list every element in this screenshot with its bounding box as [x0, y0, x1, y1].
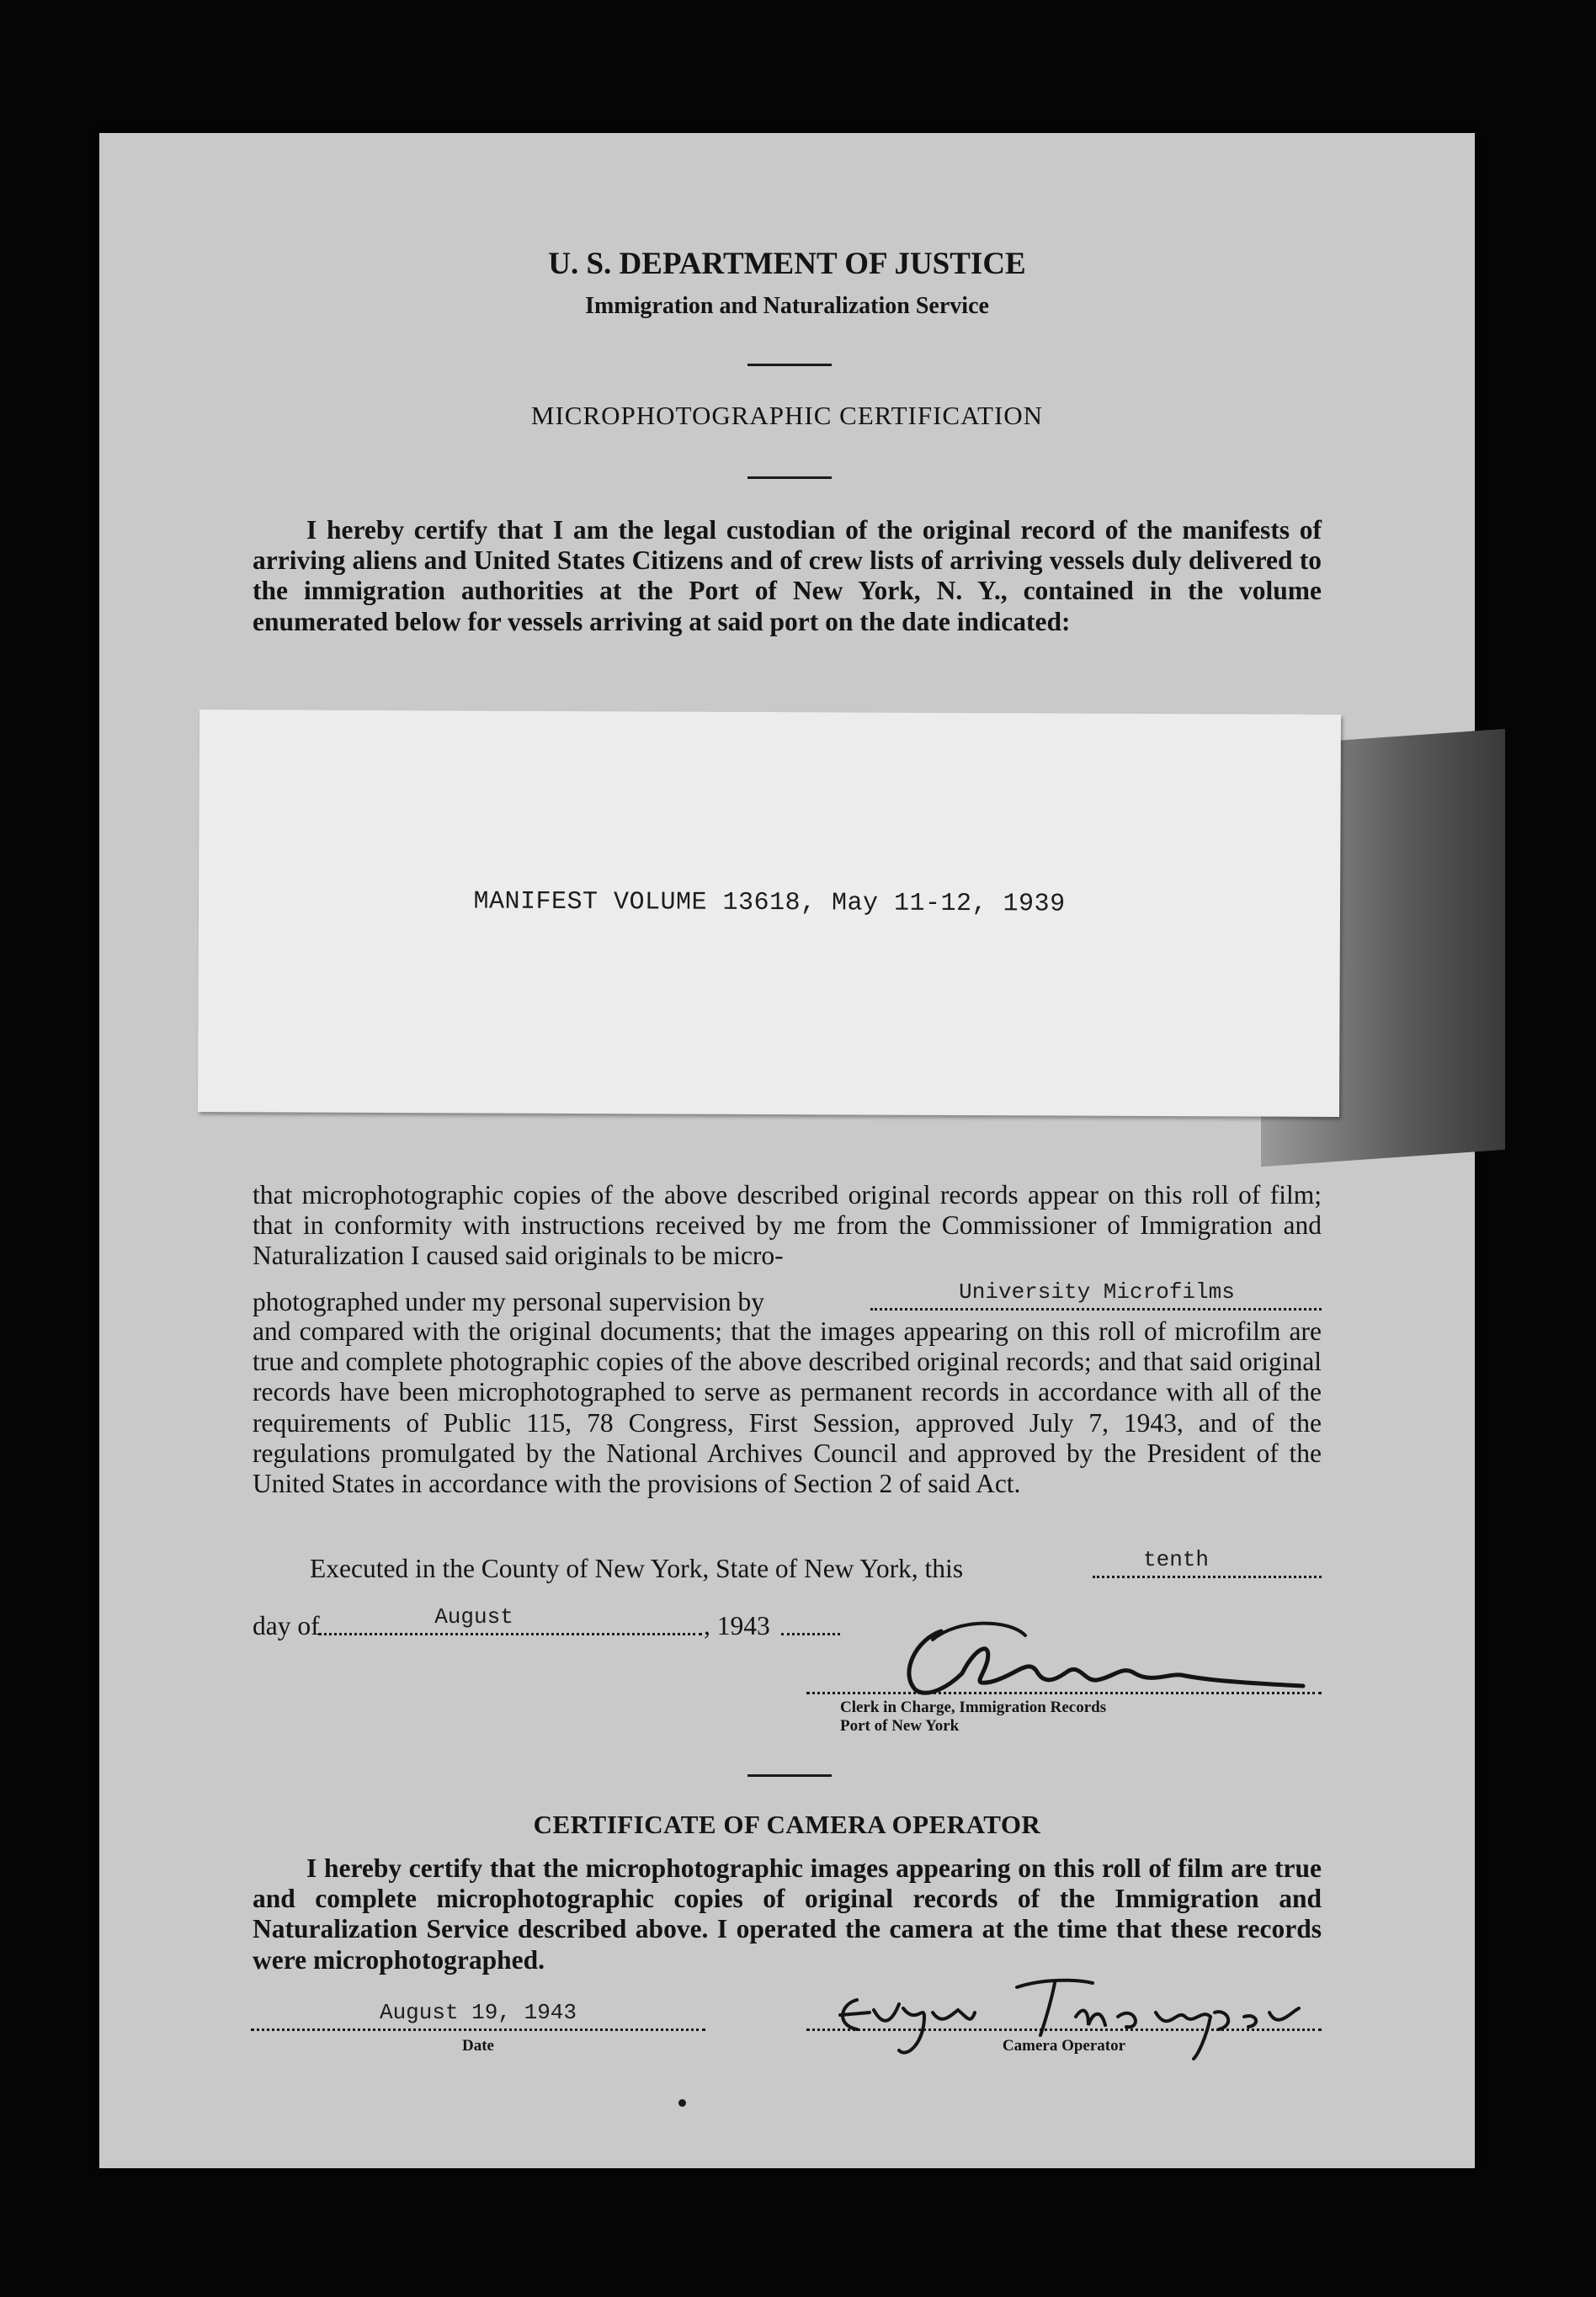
- certificate-page: [99, 133, 1475, 2168]
- divider-rule: [747, 1774, 832, 1777]
- clerk-title-line2: Port of New York: [840, 1717, 960, 1735]
- camera-certificate-paragraph: I hereby certify that the microphotographic images appearing on this roll of film are true and complete microphotographic copies of original records of the Immigration and Naturalization Service described above. I operated the camera at the time that these records were microphotographed.: [253, 1853, 1322, 1975]
- divider-rule: [747, 476, 832, 479]
- manifest-volume-slip: [198, 710, 1341, 1117]
- clerk-title-line1: Clerk in Charge, Immigration Records: [840, 1699, 1107, 1716]
- intro-paragraph: I hereby certify that I am the legal custodian of the original record of the manifests of arriving aliens and United States Citizens and of crew lists of arriving vessels duly delivered to the immigration authorities at the Port of New York, N. Y., contained in the volume enumerated below for vessels arriving at said port on the date indicated:: [253, 515, 1322, 636]
- date-label: Date: [462, 2037, 494, 2055]
- divider-rule: [747, 364, 832, 366]
- supervision-value: University Microfilms: [959, 1279, 1235, 1305]
- service-subheading: Immigration and Naturalization Service: [585, 293, 989, 319]
- punch-mark: [678, 2099, 686, 2107]
- supervision-dotted-line: [870, 1308, 1322, 1311]
- day-of-label: day of: [253, 1611, 320, 1640]
- camera-certificate-heading: CERTIFICATE OF CAMERA OPERATOR: [533, 1810, 1041, 1839]
- date-value: August 19, 1943: [379, 2000, 577, 2025]
- year-dotted-line: [781, 1633, 840, 1635]
- executed-prefix: Executed in the County of New York, State of New York, this: [310, 1554, 964, 1583]
- month-dotted-line: [318, 1633, 702, 1635]
- day-dotted-line: [1093, 1576, 1322, 1578]
- date-dotted-line: [251, 2028, 705, 2031]
- body-paragraph-1: that microphotographic copies of the above described original records appear on this roll of film; that in conformity with instructions received by me from the Commissioner of Immigration and Naturalization I caused said originals to be micro-: [253, 1180, 1322, 1271]
- certification-title: MICROPHOTOGRAPHIC CERTIFICATION: [530, 401, 1044, 430]
- body-paragraph-2: and compared with the original documents; that the images appearing on this roll of microfilm are true and complete photographic copies of the above described original records; and that said original records have been microphotographed to serve as permanent records in accordance with all of the requirements of Public 115, 78 Congress, First Session, approved July 7, 1943, and of the regulations promulgated by the National Archives Council and approved by the President of the United States in accordance with the provisions of Section 2 of said Act.: [253, 1316, 1322, 1499]
- manifest-volume-text: MANIFEST VOLUME 13618, May 11-12, 1939: [473, 887, 1066, 919]
- year-text: , 1943: [704, 1611, 770, 1640]
- month-value: August: [434, 1604, 513, 1630]
- supervision-prefix: photographed under my personal supervision by: [253, 1287, 765, 1316]
- clerk-signature: [882, 1614, 1320, 1707]
- department-heading: U. S. DEPARTMENT OF JUSTICE: [548, 247, 1026, 281]
- camera-operator-label: Camera Operator: [1002, 2037, 1126, 2055]
- day-value: tenth: [1142, 1547, 1209, 1572]
